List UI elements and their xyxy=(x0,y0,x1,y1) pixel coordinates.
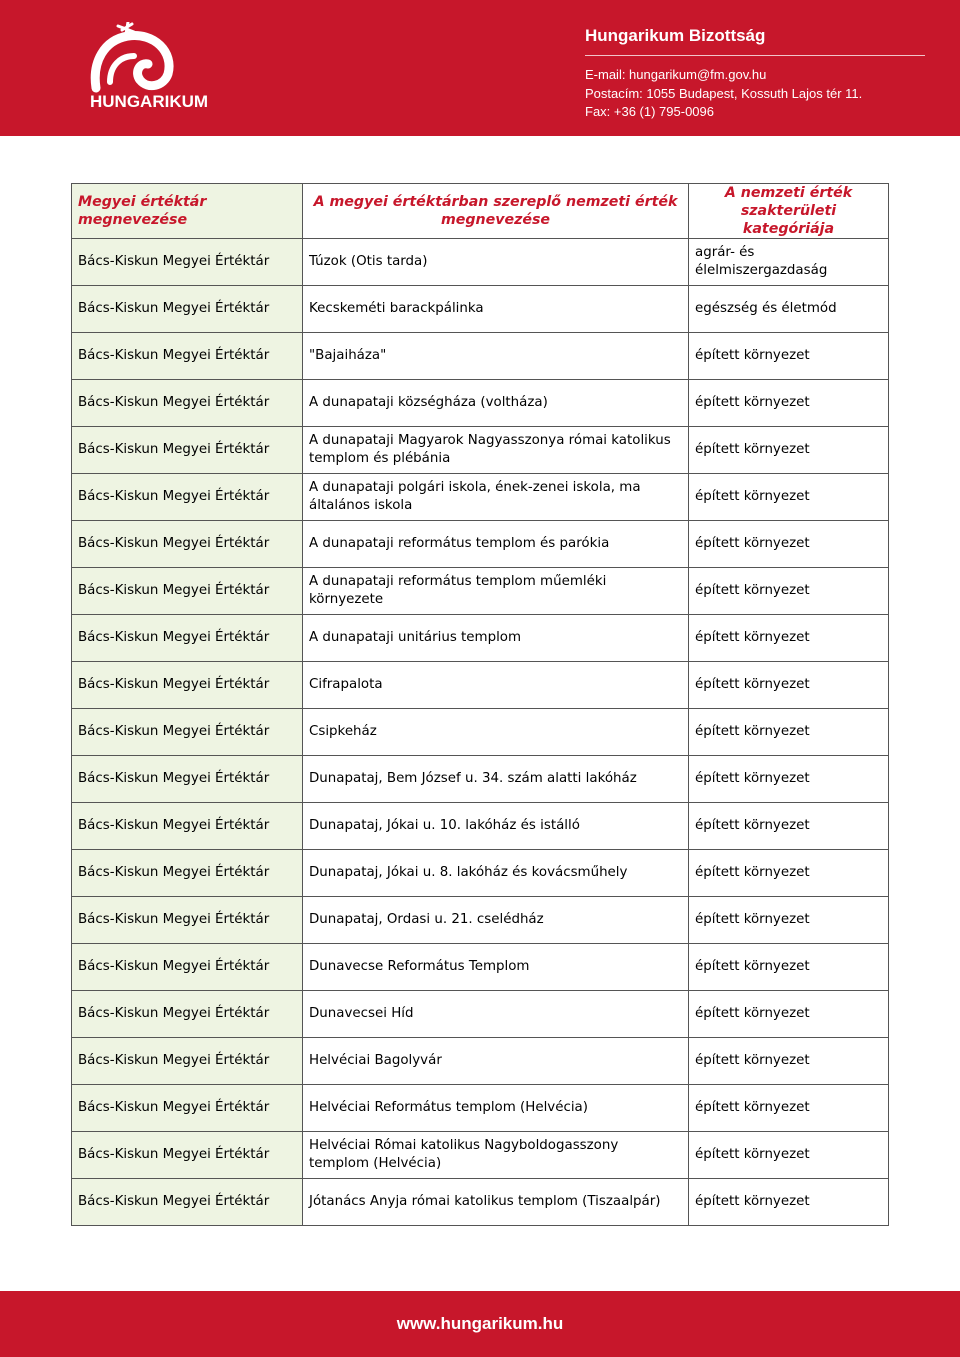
category-cell: épített környezet xyxy=(689,333,889,380)
national-value-cell: Helvéciai Római katolikus Nagyboldogasszony templom (Helvécia) xyxy=(303,1132,689,1179)
category-cell: épített környezet xyxy=(689,521,889,568)
county-repository-cell: Bács-Kiskun Megyei Értéktár xyxy=(72,427,303,474)
county-repository-cell: Bács-Kiskun Megyei Értéktár xyxy=(72,568,303,615)
contact-postal: Postacím: 1055 Budapest, Kossuth Lajos tér 11. xyxy=(585,86,863,101)
national-value-cell: A dunapataji református templom műemléki környezete xyxy=(303,568,689,615)
national-value-cell: A dunapataji református templom és parókia xyxy=(303,521,689,568)
national-value-cell: Dunapataj, Jókai u. 10. lakóház és istálló xyxy=(303,803,689,850)
table-header-row xyxy=(72,184,889,239)
table-row xyxy=(72,709,889,756)
county-repository-cell: Bács-Kiskun Megyei Értéktár xyxy=(72,1085,303,1132)
contact-fax: Fax: +36 (1) 795-0096 xyxy=(585,104,714,119)
category-cell: épített környezet xyxy=(689,568,889,615)
category-cell: épített környezet xyxy=(689,662,889,709)
table-row xyxy=(72,1132,889,1179)
national-value-cell: Helvéciai Református templom (Helvécia) xyxy=(303,1085,689,1132)
county-repository-cell: Bács-Kiskun Megyei Értéktár xyxy=(72,474,303,521)
table-row xyxy=(72,333,889,380)
category-cell: épített környezet xyxy=(689,944,889,991)
table-row xyxy=(72,286,889,333)
table-row xyxy=(72,615,889,662)
table-row xyxy=(72,897,889,944)
header-county-repository: Megyei értéktár megnevezése xyxy=(72,184,303,239)
county-repository-cell: Bács-Kiskun Megyei Értéktár xyxy=(72,709,303,756)
table-row xyxy=(72,568,889,615)
category-cell: épített környezet xyxy=(689,756,889,803)
category-cell: épített környezet xyxy=(689,427,889,474)
national-value-cell: Dunavecse Református Templom xyxy=(303,944,689,991)
website-link[interactable]: www.hungarikum.hu xyxy=(396,1314,564,1333)
table-row xyxy=(72,427,889,474)
national-value-cell: "Bajaiháza" xyxy=(303,333,689,380)
table-row xyxy=(72,1085,889,1132)
table-row xyxy=(72,991,889,1038)
county-repository-cell: Bács-Kiskun Megyei Értéktár xyxy=(72,803,303,850)
category-cell: épített környezet xyxy=(689,474,889,521)
category-cell: agrár- és élelmiszergazdaság xyxy=(689,239,889,286)
county-repository-cell: Bács-Kiskun Megyei Értéktár xyxy=(72,1179,303,1226)
national-value-cell: Dunapataj, Bem József u. 34. szám alatti lakóház xyxy=(303,756,689,803)
national-value-cell: Túzok (Otis tarda) xyxy=(303,239,689,286)
table-row xyxy=(72,803,889,850)
national-value-cell: A dunapataji polgári iskola, ének-zenei iskola, ma általános iskola xyxy=(303,474,689,521)
national-value-cell: A dunapataji unitárius templom xyxy=(303,615,689,662)
page-footer xyxy=(0,1291,960,1357)
national-value-cell: Helvéciai Bagolyvár xyxy=(303,1038,689,1085)
table-row xyxy=(72,756,889,803)
value-table xyxy=(71,183,889,1226)
national-value-cell: A dunapataji Magyarok Nagyasszonya római katolikus templom és plébánia xyxy=(303,427,689,474)
hungarikum-spiral-icon xyxy=(88,22,198,94)
table-row xyxy=(72,1179,889,1226)
committee-name: Hungarikum Bizottság xyxy=(585,26,766,45)
category-cell: épített környezet xyxy=(689,1132,889,1179)
county-repository-cell: Bács-Kiskun Megyei Értéktár xyxy=(72,1038,303,1085)
county-repository-cell: Bács-Kiskun Megyei Értéktár xyxy=(72,286,303,333)
county-repository-cell: Bács-Kiskun Megyei Értéktár xyxy=(72,662,303,709)
category-cell: épített környezet xyxy=(689,803,889,850)
hungarikum-logo xyxy=(88,22,209,112)
category-cell: épített környezet xyxy=(689,709,889,756)
table-body xyxy=(72,239,889,1226)
table-row xyxy=(72,1038,889,1085)
table-row xyxy=(72,944,889,991)
category-cell: épített környezet xyxy=(689,850,889,897)
national-value-cell: A dunapataji községháza (voltháza) xyxy=(303,380,689,427)
county-repository-cell: Bács-Kiskun Megyei Értéktár xyxy=(72,756,303,803)
national-value-cell: Kecskeméti barackpálinka xyxy=(303,286,689,333)
category-cell: épített környezet xyxy=(689,1179,889,1226)
page-header xyxy=(0,0,960,136)
category-cell: egészség és életmód xyxy=(689,286,889,333)
category-cell: épített környezet xyxy=(689,897,889,944)
county-repository-cell: Bács-Kiskun Megyei Értéktár xyxy=(72,521,303,568)
national-value-cell: Csipkeház xyxy=(303,709,689,756)
table-row xyxy=(72,239,889,286)
category-cell: épített környezet xyxy=(689,1085,889,1132)
table-row xyxy=(72,662,889,709)
county-repository-cell: Bács-Kiskun Megyei Értéktár xyxy=(72,897,303,944)
county-repository-cell: Bács-Kiskun Megyei Értéktár xyxy=(72,333,303,380)
logo-wordmark: HUNGARIKUM xyxy=(90,92,209,111)
national-value-cell: Cifrapalota xyxy=(303,662,689,709)
table-row xyxy=(72,380,889,427)
category-cell: épített környezet xyxy=(689,615,889,662)
category-cell: épített környezet xyxy=(689,380,889,427)
county-repository-cell: Bács-Kiskun Megyei Értéktár xyxy=(72,1132,303,1179)
table-row xyxy=(72,850,889,897)
county-repository-cell: Bács-Kiskun Megyei Értéktár xyxy=(72,850,303,897)
category-cell: épített környezet xyxy=(689,1038,889,1085)
county-repository-cell: Bács-Kiskun Megyei Értéktár xyxy=(72,239,303,286)
national-value-cell: Dunapataj, Ordasi u. 21. cselédház xyxy=(303,897,689,944)
header-national-value: A megyei értéktárban szereplő nemzeti érték megnevezése xyxy=(303,184,689,239)
national-value-cell: Dunavecsei Híd xyxy=(303,991,689,1038)
table-row xyxy=(72,521,889,568)
county-repository-cell: Bács-Kiskun Megyei Értéktár xyxy=(72,615,303,662)
county-repository-cell: Bács-Kiskun Megyei Értéktár xyxy=(72,380,303,427)
county-repository-cell: Bács-Kiskun Megyei Értéktár xyxy=(72,991,303,1038)
national-value-cell: Jótanács Anyja római katolikus templom (Tiszaalpár) xyxy=(303,1179,689,1226)
table-row xyxy=(72,474,889,521)
category-cell: épített környezet xyxy=(689,991,889,1038)
header-category: A nemzeti érték szakterületi kategóriája xyxy=(689,184,889,239)
header-divider xyxy=(585,55,925,56)
contact-email: E-mail: hungarikum@fm.gov.hu xyxy=(585,67,767,82)
county-repository-cell: Bács-Kiskun Megyei Értéktár xyxy=(72,944,303,991)
national-value-cell: Dunapataj, Jókai u. 8. lakóház és kovácsműhely xyxy=(303,850,689,897)
